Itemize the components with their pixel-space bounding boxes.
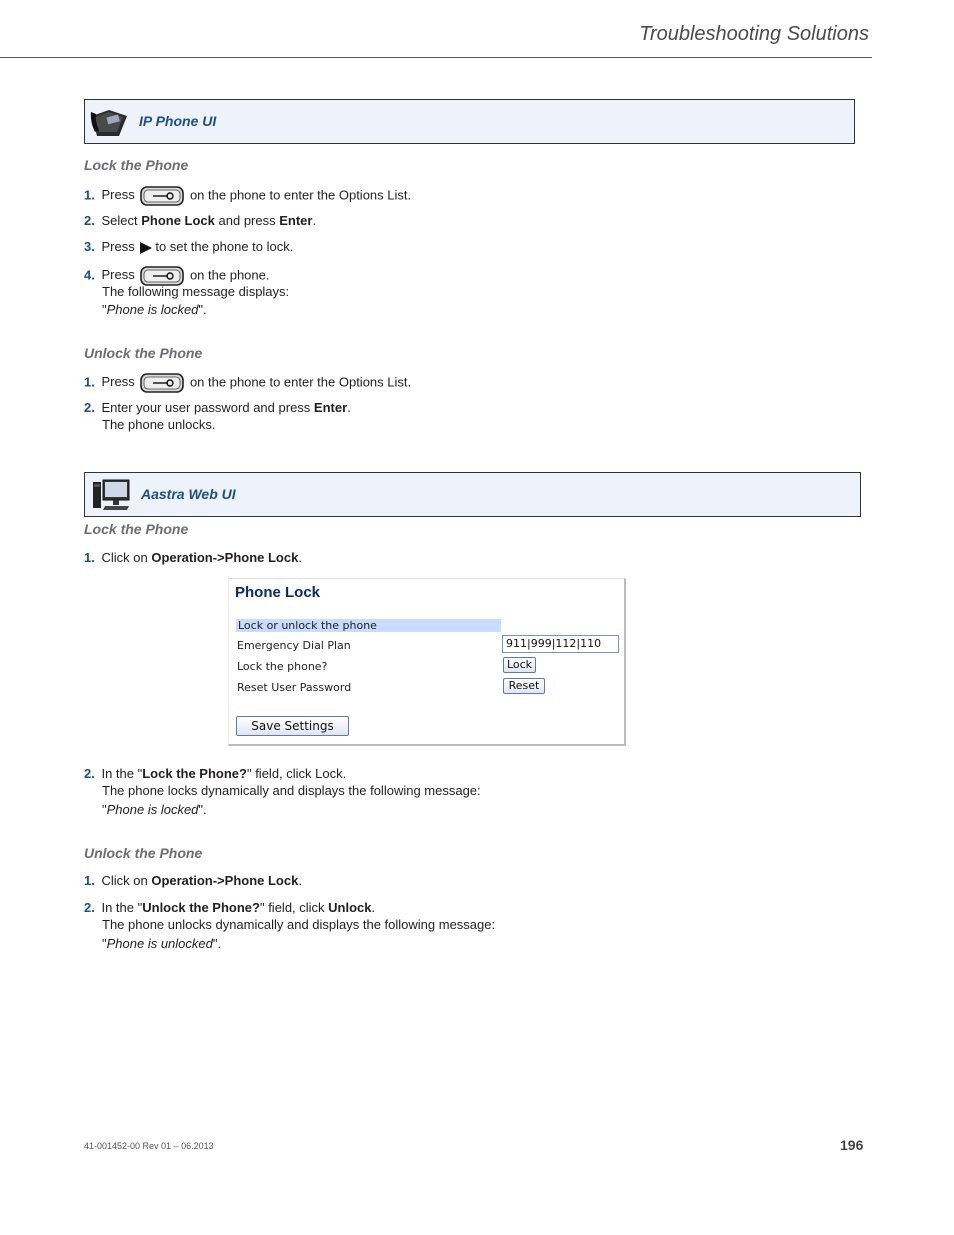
step-text: Select	[101, 213, 142, 228]
web-lock-step-1	[84, 550, 302, 566]
web-unlock-step-2-line3	[102, 936, 221, 952]
ip-phone-ui-label: IP Phone UI	[139, 113, 217, 129]
ip-lock-step-4-line3	[102, 302, 207, 318]
step-text: .	[347, 400, 351, 415]
step-number: 2.	[84, 400, 95, 415]
message-text: Phone is unlocked	[106, 936, 213, 951]
step-text: Press	[101, 267, 135, 283]
save-settings-button[interactable]: Save Settings	[236, 716, 349, 736]
emergency-dial-plan-input[interactable]: 911|999|112|110	[502, 635, 619, 653]
aastra-web-ui-label: Aastra Web UI	[141, 486, 236, 502]
ip-unlock-step-2-line2: The phone unlocks.	[102, 417, 216, 432]
step-text: " field, click Lock.	[246, 766, 347, 781]
quote-mark: ".	[198, 302, 207, 317]
emergency-dial-plan-label: Emergency Dial Plan	[237, 639, 351, 652]
step-number: 4.	[84, 267, 95, 283]
step-bold: Unlock the Phone?	[142, 900, 260, 915]
step-text: Click on	[101, 550, 152, 565]
step-number: 3.	[84, 239, 95, 254]
ip-phone-icon	[89, 106, 129, 138]
step-text: Enter your user password and press	[101, 400, 314, 415]
web-lock-step-2-line3	[102, 802, 207, 818]
reset-button[interactable]: Reset	[503, 678, 545, 694]
step-text: In the "	[101, 900, 143, 915]
page-number: 196	[840, 1137, 864, 1153]
lock-phone-label: Lock the phone?	[237, 660, 328, 673]
step-number: 1.	[84, 873, 95, 888]
step-text: to set the phone to lock.	[155, 239, 294, 254]
phone-lock-screenshot	[228, 578, 626, 746]
ip-lock-step-4	[84, 266, 269, 286]
page-header-title: Troubleshooting Solutions	[639, 23, 869, 45]
web-lock-heading: Lock the Phone	[84, 521, 189, 537]
right-arrow-icon	[140, 242, 152, 254]
web-lock-step-2	[84, 766, 346, 782]
ip-unlock-step-1	[84, 373, 411, 393]
step-text: on the phone.	[189, 267, 270, 283]
step-bold: Phone Lock	[141, 213, 215, 228]
web-lock-step-2-line2: The phone locks dynamically and displays the following message:	[102, 783, 481, 798]
options-key-icon	[140, 373, 184, 393]
step-text: " field, click	[259, 900, 329, 915]
computer-icon	[91, 478, 131, 512]
step-number: 1.	[84, 187, 95, 203]
ip-lock-heading: Lock the Phone	[84, 157, 189, 173]
web-unlock-step-2	[84, 900, 375, 916]
ip-lock-step-1	[84, 186, 411, 206]
ip-unlock-step-2	[84, 400, 351, 416]
quote-mark: "	[102, 936, 107, 951]
web-unlock-step-2-line2: The phone unlocks dynamically and displays the following message:	[102, 917, 496, 932]
ip-lock-step-3	[84, 239, 293, 255]
step-text: Click on	[101, 873, 152, 888]
step-bold: Operation->Phone Lock	[151, 873, 299, 888]
step-text: Press	[101, 374, 135, 390]
ip-lock-step-2	[84, 213, 316, 229]
step-bold: Operation->Phone Lock	[151, 550, 299, 565]
step-text: .	[298, 550, 302, 565]
step-bold: Unlock	[328, 900, 372, 915]
step-bold: Enter	[279, 213, 313, 228]
step-text: Press	[101, 239, 135, 254]
step-text: on the phone to enter the Options List.	[189, 187, 412, 203]
step-bold: Lock the Phone?	[142, 766, 247, 781]
step-text: .	[371, 900, 376, 915]
header-divider	[0, 57, 872, 58]
step-number: 2.	[84, 766, 95, 781]
message-text: Phone is locked	[106, 802, 199, 817]
step-text: on the phone to enter the Options List.	[189, 374, 412, 390]
step-number: 2.	[84, 213, 95, 228]
lock-button[interactable]: Lock	[503, 657, 536, 673]
aastra-web-ui-banner	[84, 472, 861, 517]
step-number: 2.	[84, 900, 95, 915]
quote-mark: ".	[198, 802, 207, 817]
ip-unlock-heading: Unlock the Phone	[84, 345, 203, 361]
ip-phone-ui-banner	[84, 99, 855, 144]
options-key-icon	[140, 186, 184, 206]
step-text: and press	[214, 213, 280, 228]
step-text: Press	[101, 187, 135, 203]
reset-password-label: Reset User Password	[237, 681, 352, 694]
web-unlock-step-1	[84, 873, 302, 889]
step-text: .	[298, 873, 302, 888]
options-key-icon	[140, 266, 184, 286]
quote-mark: "	[102, 302, 107, 317]
step-bold: Enter	[313, 400, 348, 415]
step-number: 1.	[84, 374, 95, 390]
quote-mark: ".	[212, 936, 222, 951]
web-unlock-heading: Unlock the Phone	[84, 845, 203, 861]
message-text: Phone is locked	[106, 302, 199, 317]
footer-doc-id: 41-001452-00 Rev 01 – 06.2013	[84, 1141, 214, 1151]
ip-lock-step-4-line2: The following message displays:	[102, 284, 290, 299]
quote-mark: "	[102, 802, 107, 817]
step-number: 1.	[84, 550, 95, 565]
step-text: .	[312, 213, 317, 228]
lock-section-band: Lock or unlock the phone	[236, 619, 501, 632]
step-text: In the "	[101, 766, 143, 781]
phone-lock-title: Phone Lock	[235, 584, 321, 601]
